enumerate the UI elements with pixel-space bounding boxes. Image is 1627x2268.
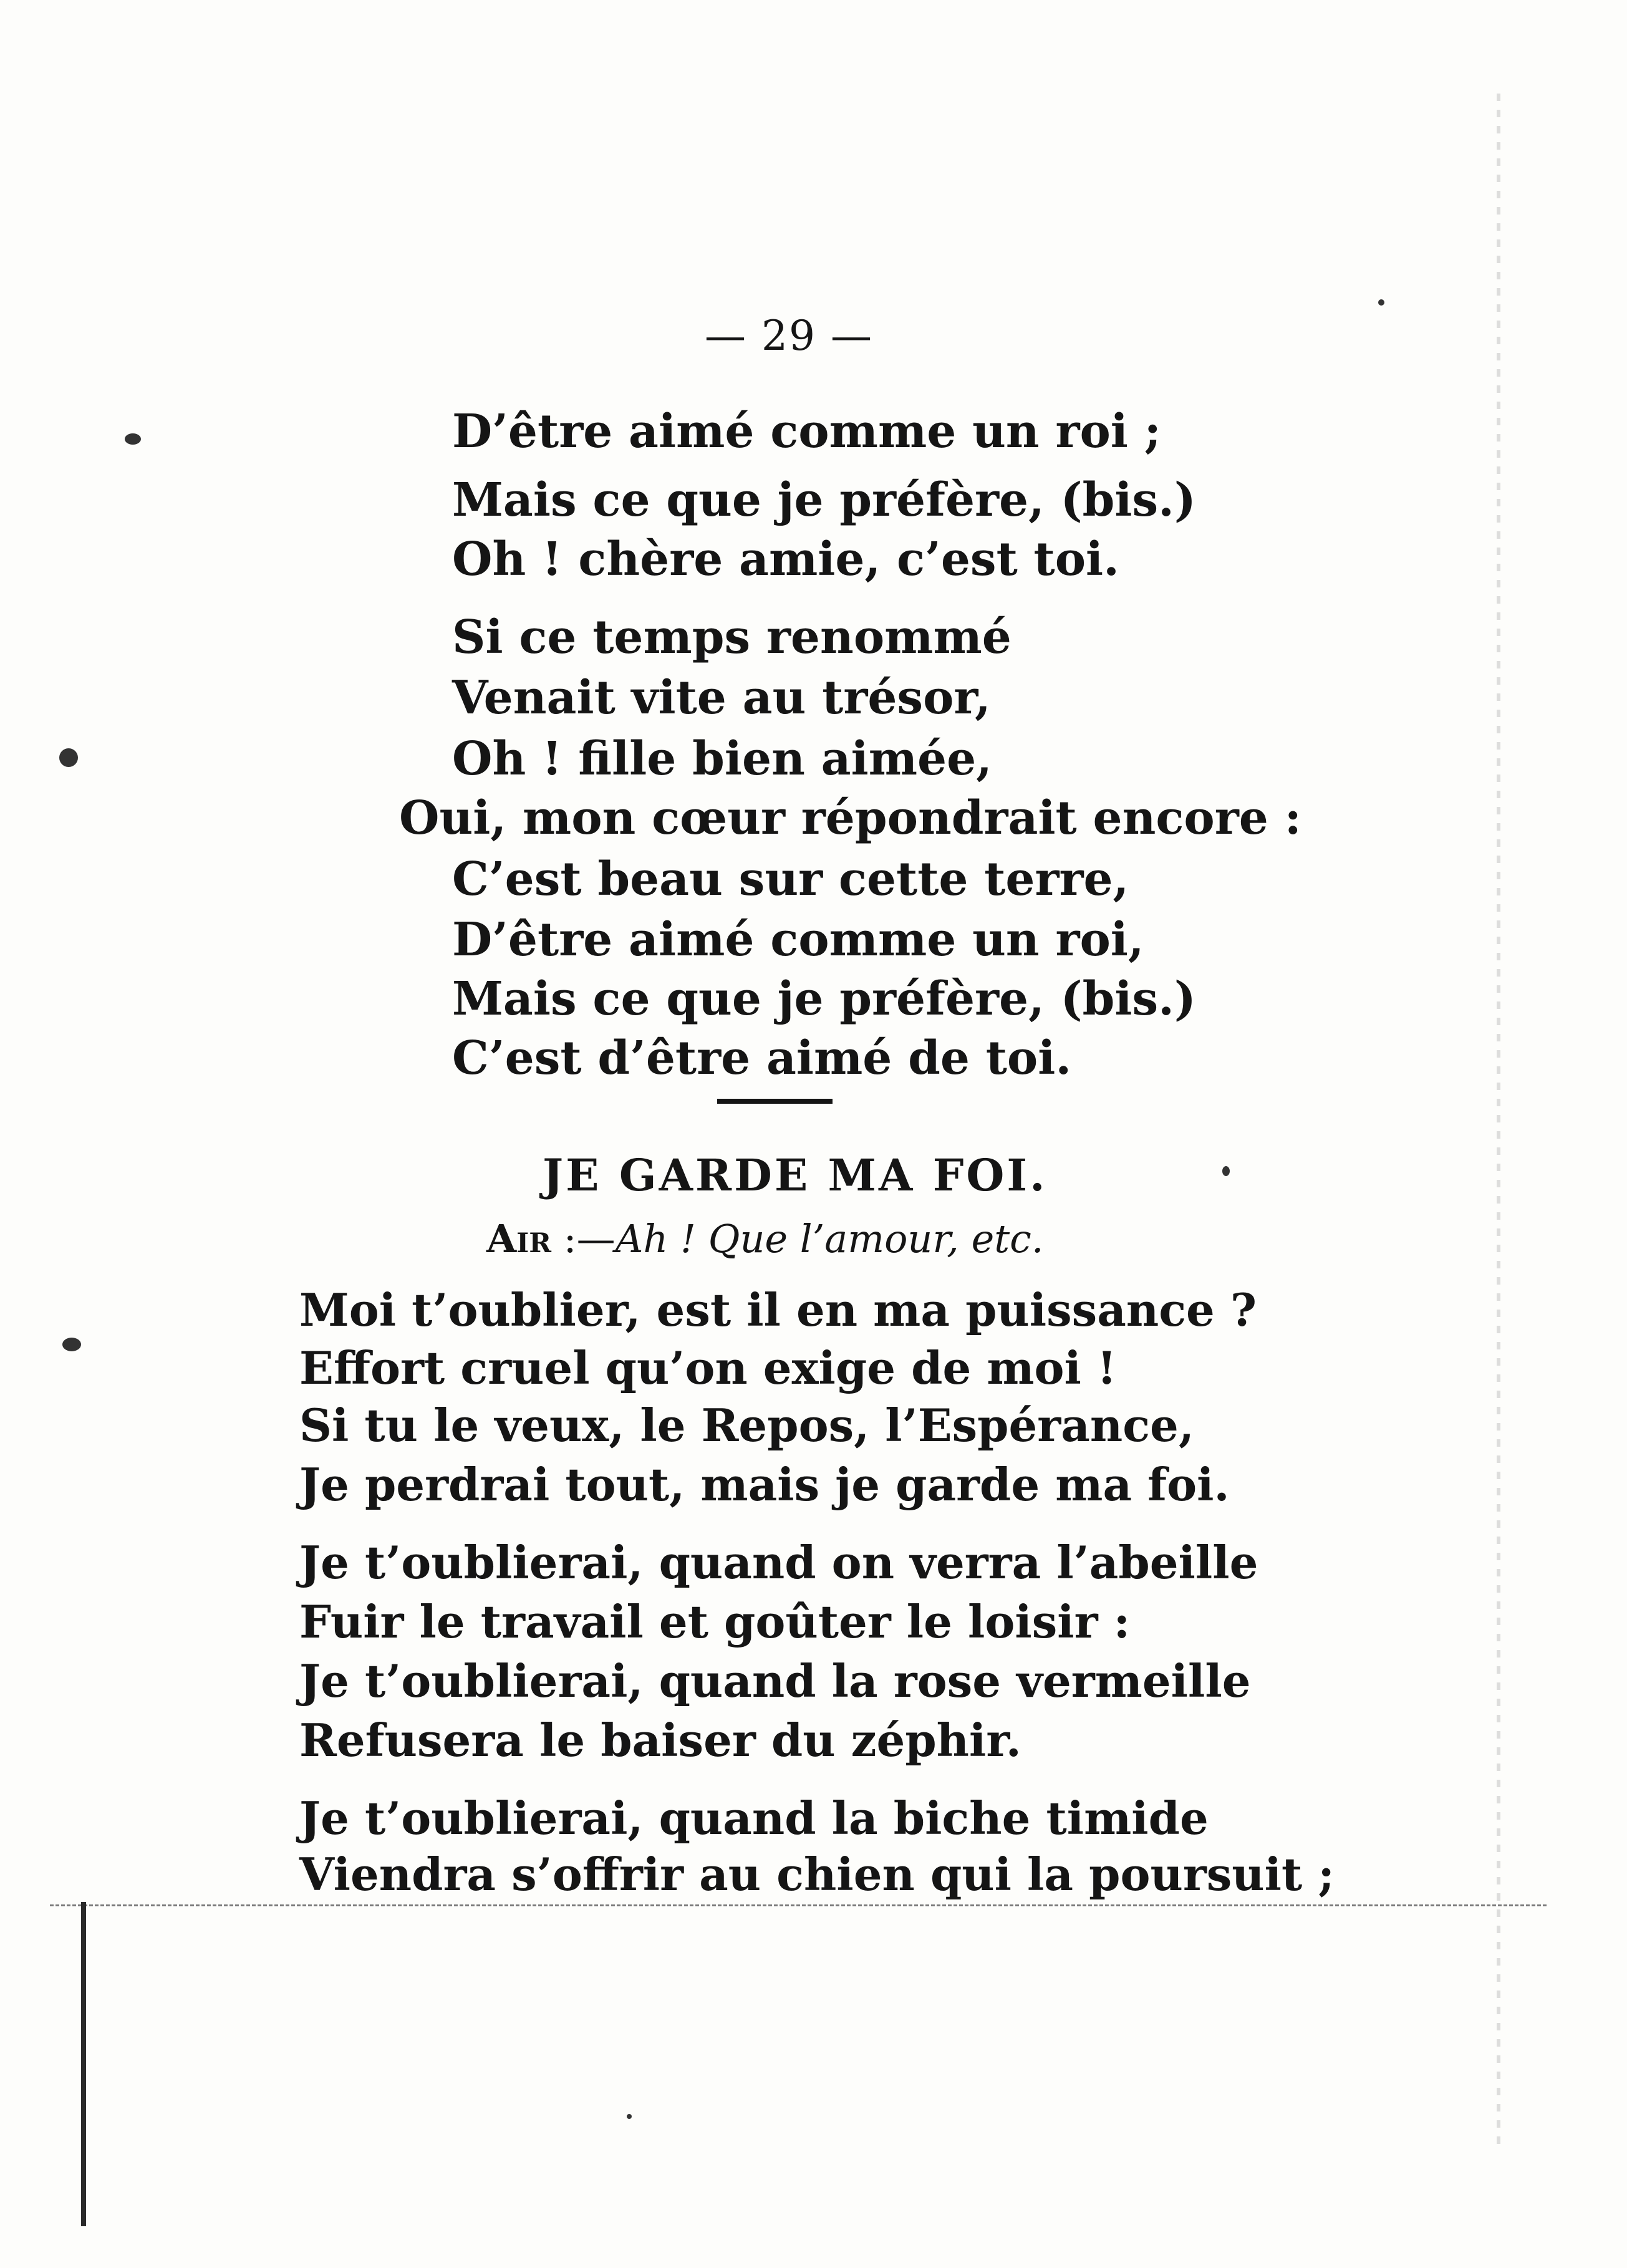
poem-line: Je perdrai tout, mais je garde ma foi. [299,1458,1230,1511]
poem-line: Venait vite au trésor, [452,671,991,725]
poem-line: C’est d’être aimé de toi. [452,1031,1072,1085]
air-label: Air [486,1216,551,1262]
poem-line: Oh ! fille bien aimée, [452,732,992,786]
scan-speck [125,433,141,445]
poem-line: Effort cruel qu’on exige de moi ! [299,1341,1117,1394]
poem-line: Je t’oublierai, quand on verra l’abeille [299,1536,1258,1589]
scan-speck [62,1338,81,1351]
scan-speck [59,748,78,767]
poem-line: D’être aimé comme un roi ; [452,405,1161,458]
poem-line: Si tu le veux, le Repos, l’Espérance, [299,1399,1194,1452]
poem-line: Je t’oublierai, quand la rose vermeille [299,1654,1251,1707]
scan-speck [1222,1166,1230,1176]
poem-line: Mais ce que je préfère, (bis.) [452,972,1196,1026]
air-separator: :— [551,1216,616,1262]
page-edge-shadow [1497,94,1500,2151]
scan-speck [1378,299,1384,306]
tune-indication [486,1216,1044,1262]
poem-line: Oui, mon cœur répondrait encore : [399,791,1301,845]
poem-line: Moi t’oublier, est il en ma puissance ? [299,1283,1257,1336]
page-number: — 29 — [705,312,873,360]
poem-line: Si ce temps renommé [452,610,1011,664]
scan-speck [627,2114,632,2119]
poem-line: Fuir le travail et goûter le loisir : [299,1595,1131,1648]
poem-line: Viendra s’offrir au chien qui la poursuit ; [299,1848,1335,1901]
poem-line: Refusera le baiser du zéphir. [299,1714,1021,1767]
poem-line: C’est beau sur cette terre, [452,852,1129,906]
poem-line: D’être aimé comme un roi, [452,913,1144,967]
section-divider [717,1099,833,1104]
binding-edge [81,1902,86,2226]
poem-line: Oh ! chère amie, c’est toi. [452,533,1119,586]
poem-line: Mais ce que je préfère, (bis.) [452,473,1196,527]
page-fold-line [50,1904,1547,1906]
song-title: JE GARDE MA FOI. [543,1149,1048,1201]
poem-line: Je t’oublierai, quand la biche timide [299,1792,1209,1845]
air-tune: Ah ! Que l’amour, etc. [615,1216,1044,1262]
